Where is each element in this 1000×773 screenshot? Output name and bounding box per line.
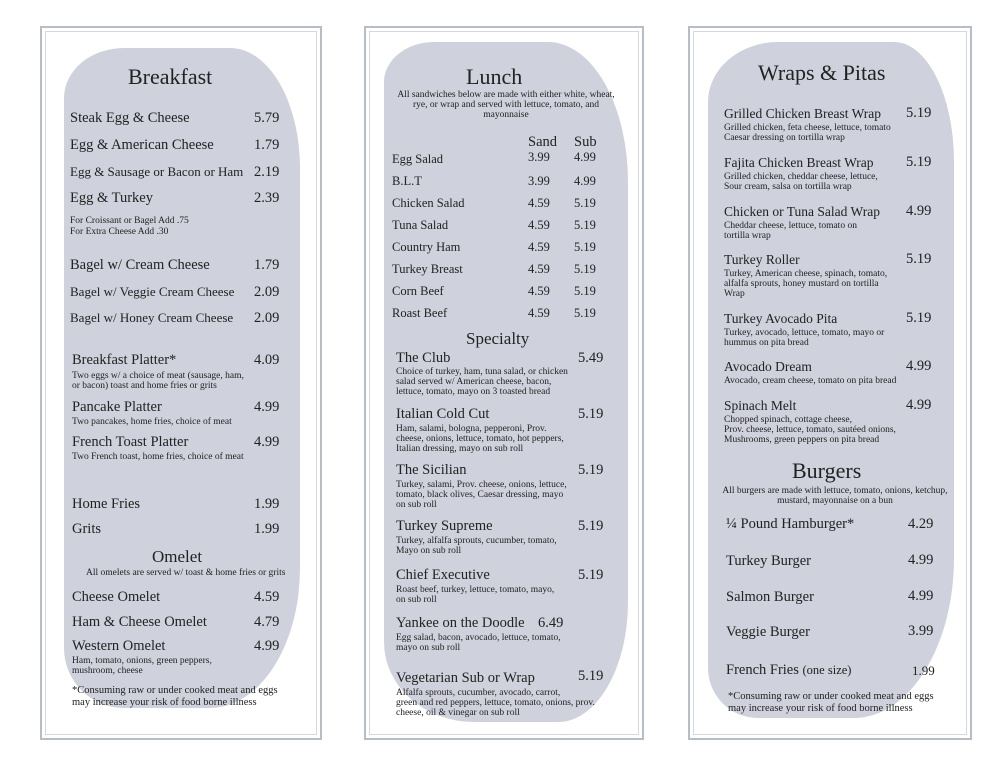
item-description: Two French toast, home fries, choice of meat — [72, 452, 244, 462]
item-description: or bacon) toast and home fries or grits — [72, 381, 217, 391]
item-description: Wrap — [724, 289, 745, 299]
consumption-warning: may increase your risk of food borne illness — [728, 703, 913, 714]
menu-item-price: 5.19 — [578, 668, 604, 684]
item-description: Cheddar cheese, lettuce, tomato on — [724, 221, 857, 231]
item-description: Turkey, avocado, lettuce, tomato, mayo or — [724, 328, 885, 338]
item-description: Grilled chicken, cheddar cheese, lettuce, — [724, 172, 878, 182]
menu-item-price: 5.19 — [906, 251, 932, 267]
menu-item-price: 1.99 — [254, 521, 280, 537]
menu-item-price: 4.99 — [908, 588, 934, 604]
menu-item-name: Grilled Chicken Breast Wrap — [724, 106, 882, 121]
item-description: mushroom, cheese — [72, 666, 143, 676]
burgers-note: All burgers are made with lettuce, tomato, onions, ketchup, — [722, 486, 948, 496]
sub-price: 5.19 — [574, 218, 596, 232]
specialty-title: Specialty — [466, 329, 530, 348]
item-description: Ham, tomato, onions, green peppers, — [72, 656, 212, 666]
menu-item-name: Vegetarian Sub or Wrap — [396, 670, 535, 686]
item-description: Mayo on sub roll — [396, 546, 462, 556]
menu-item-price: 5.19 — [906, 105, 932, 121]
item-description: alfalfa sprouts, honey mustard on tortilla — [724, 279, 879, 289]
menu-item-price: 1.99 — [254, 496, 280, 512]
menu-item-price: 2.09 — [254, 310, 280, 326]
sub-price: 5.19 — [574, 240, 596, 254]
menu-item-price: 4.79 — [254, 614, 280, 630]
menu-item-name: Avocado Dream — [724, 359, 812, 374]
sub-price: 5.19 — [574, 306, 596, 320]
menu-item-price: 4.99 — [908, 552, 934, 568]
item-description: Roast beef, turkey, lettuce, tomato, mayo, — [396, 585, 555, 595]
item-description: lettuce, tomato, mayo on 3 toasted bread — [396, 387, 551, 397]
item-description: mayo on sub roll — [396, 643, 461, 653]
breakfast-panel — [40, 26, 322, 740]
menu-item-name: French Toast Platter — [72, 434, 189, 450]
menu-item-price: 5.19 — [578, 462, 604, 478]
menu-item-name: The Club — [396, 350, 451, 366]
menu-item-name: Turkey Supreme — [396, 518, 493, 534]
menu-item-price: 4.99 — [906, 203, 932, 219]
menu-item-name: Chief Executive — [396, 567, 490, 583]
sub-price: 5.19 — [574, 284, 596, 298]
menu-item-name: Pancake Platter — [72, 399, 162, 415]
menu-item-name: Tuna Salad — [392, 218, 449, 232]
column-header-sand: Sand — [528, 134, 557, 150]
sub-price: 4.99 — [574, 174, 596, 188]
item-description: cheese, oil & vinegar on sub roll — [396, 708, 520, 718]
omelet-title: Omelet — [152, 547, 203, 566]
menu-item-price: 5.19 — [906, 154, 932, 170]
menu-item-name: Egg Salad — [392, 152, 444, 166]
sand-price: 4.59 — [528, 218, 550, 232]
item-description: Prov. cheese, lettuce, tomato, sautéed onions, — [724, 425, 896, 435]
item-description: Alfalfa sprouts, cucumber, avocado, carrot, — [396, 688, 561, 698]
menu-item-name: Grits — [72, 521, 101, 537]
menu-item-name: Country Ham — [392, 240, 461, 254]
menu-item-name: Turkey Avocado Pita — [724, 311, 838, 326]
menu-item-name: Bagel w/ Cream Cheese — [70, 257, 210, 273]
item-description: tortilla wrap — [724, 231, 771, 241]
menu-item-name: Breakfast Platter* — [72, 352, 177, 368]
item-description: Two eggs w/ a choice of meat (sausage, ham, — [72, 371, 244, 381]
sub-price: 5.19 — [574, 196, 596, 210]
item-description: green and red peppers, lettuce, tomato, onions, prov. — [396, 698, 595, 708]
sand-price: 4.59 — [528, 306, 550, 320]
menu-item-name: The Sicilian — [396, 462, 467, 478]
menu-item-name: Italian Cold Cut — [396, 406, 490, 422]
lunch-note: mayonnaise — [483, 110, 529, 120]
menu-item-price: 4.99 — [254, 638, 280, 654]
burgers-note: mustard, mayonnaise on a bun — [777, 496, 893, 506]
menu-item-name: Veggie Burger — [726, 624, 810, 640]
menu-item-name: Spinach Melt — [724, 398, 797, 413]
menu-item-price: 4.99 — [254, 434, 280, 450]
menu-item-name: Home Fries — [72, 496, 141, 512]
lunch-title: Lunch — [466, 64, 523, 89]
menu-item-price: 2.39 — [254, 190, 280, 206]
menu-item-price: 5.19 — [578, 406, 604, 422]
column-header-sub: Sub — [574, 134, 597, 150]
menu-item-price: 1.79 — [254, 257, 280, 273]
menu-item-name: Chicken Salad — [392, 196, 465, 210]
item-description: Mushrooms, green peppers on pita bread — [724, 435, 880, 445]
menu-item-price: 5.19 — [578, 567, 604, 583]
item-description: Ham, salami, bologna, pepperoni, Prov. — [396, 424, 547, 434]
lunch-note: All sandwiches below are made with either white, wheat, — [397, 90, 615, 100]
consumption-warning: *Consuming raw or under cooked meat and eggs — [728, 691, 934, 702]
fries-name: French Fries — [726, 662, 799, 678]
breakfast-title: Breakfast — [128, 64, 213, 89]
menu-item-price: 5.19 — [578, 518, 604, 534]
menu-item-name: Cheese Omelet — [72, 589, 161, 605]
menu-item-name: Egg & Turkey — [70, 190, 153, 206]
item-description: salad served w/ American cheese, bacon, — [396, 377, 552, 387]
wraps-title: Wraps & Pitas — [758, 60, 886, 85]
item-description: Turkey, alfalfa sprouts, cucumber, tomato, — [396, 536, 557, 546]
menu-item-price: 5.19 — [906, 310, 932, 326]
menu-item-name: Roast Beef — [392, 306, 448, 320]
menu-item-name: Corn Beef — [392, 284, 444, 298]
item-description: Two pancakes, home fries, choice of meat — [72, 417, 232, 427]
menu-item-price: 4.99 — [254, 399, 280, 415]
item-description: Egg salad, bacon, avocado, lettuce, tomato, — [396, 633, 561, 643]
menu-item-name — [726, 662, 851, 679]
menu-item-name: Bagel w/ Honey Cream Cheese — [70, 310, 234, 325]
menu-item-name: Salmon Burger — [726, 589, 814, 605]
item-description: Italian dressing, mayo on sub roll — [396, 444, 524, 454]
menu-item-name: Turkey Roller — [724, 252, 800, 267]
consumption-warning: may increase your risk of food borne illness — [72, 697, 257, 708]
fries-size: (one size) — [802, 663, 852, 677]
sand-price: 4.59 — [528, 240, 550, 254]
menu-item-name: Steak Egg & Cheese — [70, 110, 190, 126]
menu-item-price: 1.79 — [254, 137, 280, 153]
menu-item-price: 5.49 — [578, 350, 604, 366]
menu-item-price: 4.09 — [254, 352, 280, 368]
menu-item-price: 2.19 — [254, 164, 280, 180]
menu-item-price: 1.99 — [912, 663, 935, 678]
sand-price: 4.59 — [528, 196, 550, 210]
menu-item-name: Turkey Burger — [726, 553, 811, 569]
item-description: Choice of turkey, ham, tuna salad, or chicken — [396, 367, 568, 377]
menu-item-name: B.L.T — [392, 174, 422, 188]
menu-item-name: ¼ Pound Hamburger* — [726, 516, 855, 532]
lunch-panel — [364, 26, 644, 740]
menu-item-name: Western Omelet — [72, 638, 166, 654]
item-description: Caesar dressing on tortilla wrap — [724, 133, 845, 143]
item-description: Avocado, cream cheese, tomato on pita bread — [724, 376, 897, 386]
addon-note: For Extra Cheese Add .30 — [70, 227, 169, 237]
menu-item-price: 6.49 — [538, 615, 564, 631]
menu-item-name: Chicken or Tuna Salad Wrap — [724, 204, 880, 219]
menu-item-name: Turkey Breast — [392, 262, 463, 276]
lunch-note: rye, or wrap and served with lettuce, tomato, and — [413, 100, 599, 110]
item-description: tomato, black olives, Caesar dressing, mayo — [396, 490, 564, 500]
burgers-title: Burgers — [792, 458, 862, 483]
item-description: Chopped spinach, cottage cheese, — [724, 415, 852, 425]
sand-price: 3.99 — [528, 150, 550, 164]
sub-price: 4.99 — [574, 150, 596, 164]
sand-price: 4.59 — [528, 284, 550, 298]
menu-item-price: 4.29 — [908, 516, 934, 532]
sand-price: 3.99 — [528, 174, 550, 188]
menu-item-name: Bagel w/ Veggie Cream Cheese — [70, 284, 235, 299]
item-description: hummus on pita bread — [724, 338, 809, 348]
menu-item-price: 5.79 — [254, 110, 280, 126]
consumption-warning: *Consuming raw or under cooked meat and eggs — [72, 685, 278, 696]
item-description: cheese, onions, lettuce, tomato, hot peppers, — [396, 434, 564, 444]
sub-price: 5.19 — [574, 262, 596, 276]
sand-price: 4.59 — [528, 262, 550, 276]
item-description: Grilled chicken, feta cheese, lettuce, tomato — [724, 123, 891, 133]
item-description: Turkey, American cheese, spinach, tomato, — [724, 269, 888, 279]
menu-item-price: 4.99 — [906, 358, 932, 374]
addon-note: For Croissant or Bagel Add .75 — [70, 216, 189, 226]
menu-item-name: Egg & Sausage or Bacon or Ham — [70, 164, 244, 179]
item-description: Sour cream, salsa on tortilla wrap — [724, 182, 852, 192]
item-description: on sub roll — [396, 500, 437, 510]
menu-item-price: 4.99 — [906, 397, 932, 413]
item-description: Turkey, salami, Prov. cheese, onions, lettuce, — [396, 480, 567, 490]
menu-item-price: 4.59 — [254, 589, 280, 605]
wraps-panel — [688, 26, 972, 740]
menu-item-price: 2.09 — [254, 284, 280, 300]
menu-item-name: Yankee on the Doodle — [396, 615, 525, 631]
menu-item-name: Ham & Cheese Omelet — [72, 614, 207, 630]
menu-item-name: Egg & American Cheese — [70, 137, 214, 153]
menu-item-name: Fajita Chicken Breast Wrap — [724, 155, 874, 170]
omelet-note: All omelets are served w/ toast & home fries or grits — [86, 568, 286, 578]
item-description: on sub roll — [396, 595, 437, 605]
menu-item-price: 3.99 — [908, 623, 934, 639]
